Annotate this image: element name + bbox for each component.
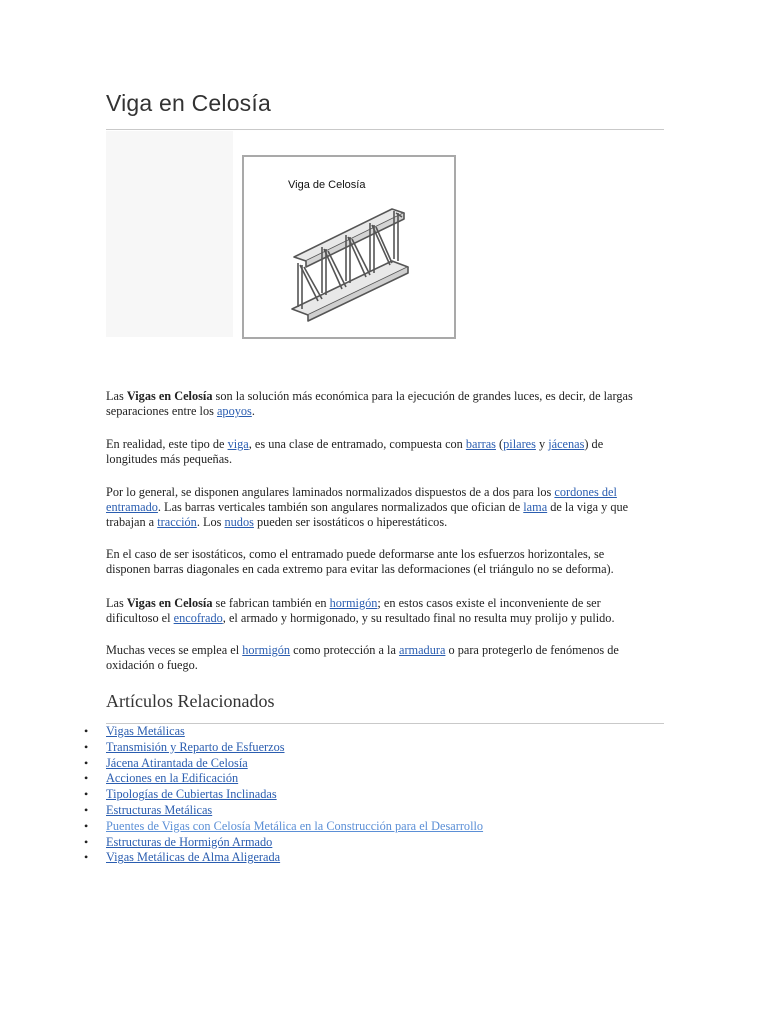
link-apoyos[interactable]: apoyos [216, 404, 252, 418]
list-item [0, 819, 483, 835]
text: Muchas veces se emplea el [106, 643, 243, 657]
related-link[interactable]: Estructuras Metálicas [106, 802, 213, 817]
text: , el armado y hormigonado, y su resultado final no resulta muy prolijo y pulido. [222, 611, 615, 625]
link-hormigon[interactable]: hormigón [329, 596, 378, 610]
bullet: • [84, 850, 89, 865]
link-encofrado[interactable]: encofrado [173, 611, 223, 625]
related-link[interactable]: Acciones en la Edificación [106, 771, 239, 786]
truss-beam-illustration [284, 197, 424, 327]
paragraph-protection [106, 643, 651, 673]
bullet: • [84, 834, 89, 849]
paragraph-angles [106, 485, 651, 530]
text: , es una clase de entramado, compuesta con [248, 437, 466, 451]
text: . Los [196, 515, 225, 529]
bullet: • [84, 818, 89, 833]
list-item [0, 850, 483, 866]
text: ( [495, 437, 504, 451]
figure-caption: Viga de Celosía [288, 179, 366, 191]
related-link[interactable]: Vigas Metálicas de Alma Aligerada [106, 850, 281, 865]
related-articles-list [0, 724, 483, 866]
link-cordones-del-entramado[interactable]: cordones del entramado [106, 485, 617, 514]
related-link[interactable]: Estructuras de Hormigón Armado [106, 834, 273, 849]
bullet: • [84, 771, 89, 786]
text: Las [106, 389, 127, 403]
text: En el caso de ser isostáticos, como el entramado puede deformarse ante los esfuerzos horizontales, se disponen barras diagonales en cada extremo para evitar las deformaciones (el triángulo no se deforma). [106, 547, 614, 576]
list-item [0, 724, 483, 740]
text: se fabrican también en [212, 596, 330, 610]
figure [106, 131, 458, 343]
text: pueden ser isostáticos o hiperestáticos. [253, 515, 448, 529]
text: son la solución más económica para la ejecución de grandes luces, es decir, de largas separaciones entre los [106, 389, 633, 418]
link-viga[interactable]: viga [227, 437, 249, 451]
link-lama[interactable]: lama [523, 500, 548, 514]
bold-term: Vigas en Celosía [126, 389, 213, 403]
text: Por lo general, se disponen angulares laminados normalizados dispuestos de a dos para los [106, 485, 555, 499]
list-item [0, 740, 483, 756]
link-barras[interactable]: barras [465, 437, 496, 451]
bullet: • [84, 739, 89, 754]
image-placeholder [106, 131, 233, 337]
list-item [0, 771, 483, 787]
list-item [0, 803, 483, 819]
list-item [0, 835, 483, 851]
link-armadura[interactable]: armadura [398, 643, 446, 657]
text: de la viga y que trabajan a [106, 500, 629, 529]
paragraph-concrete [106, 596, 651, 626]
paragraph-isostatic [106, 547, 651, 577]
link-pilares[interactable]: pilares [503, 437, 536, 451]
list-item [0, 787, 483, 803]
text: y [535, 437, 549, 451]
related-link[interactable]: Transmisión y Reparto de Esfuerzos [106, 739, 285, 754]
link-jacenas[interactable]: jácenas [548, 437, 585, 451]
list-item [0, 756, 483, 772]
title-divider [106, 129, 664, 130]
bullet: • [84, 724, 89, 738]
text: ) de longitudes más pequeñas. [106, 437, 604, 466]
paragraph-composition [106, 437, 651, 467]
text: . [251, 404, 255, 418]
related-link[interactable]: Vigas Metálicas [106, 724, 185, 738]
link-nudos[interactable]: nudos [224, 515, 254, 529]
bold-term: Vigas en Celosía [126, 596, 213, 610]
bullet: • [84, 802, 89, 817]
link-hormigon-2[interactable]: hormigón [242, 643, 291, 657]
text: o para protegerlo de fenómenos de oxidación o fuego. [106, 643, 619, 672]
text: En realidad, este tipo de [106, 437, 228, 451]
related-link[interactable]: Jácena Atirantada de Celosía [106, 755, 248, 770]
text: Las [106, 596, 127, 610]
paragraph-intro [106, 389, 651, 419]
truss-beam-image [242, 155, 456, 339]
page-title: Viga en Celosía [106, 90, 271, 116]
text: ; en estos casos existe el inconveniente de ser dificultoso el [106, 596, 601, 625]
bullet: • [84, 787, 89, 802]
bullet: • [84, 755, 89, 770]
related-link[interactable]: Tipologías de Cubiertas Inclinadas [106, 787, 277, 802]
link-traccion[interactable]: tracción [157, 515, 197, 529]
related-articles-heading: Artículos Relacionados [106, 691, 275, 711]
text: . Las barras verticales también son angulares normalizados que ofician de [157, 500, 524, 514]
related-link[interactable]: Puentes de Vigas con Celosía Metálica en la Construcción para el Desarrollo [106, 818, 484, 833]
text: como protección a la [290, 643, 399, 657]
